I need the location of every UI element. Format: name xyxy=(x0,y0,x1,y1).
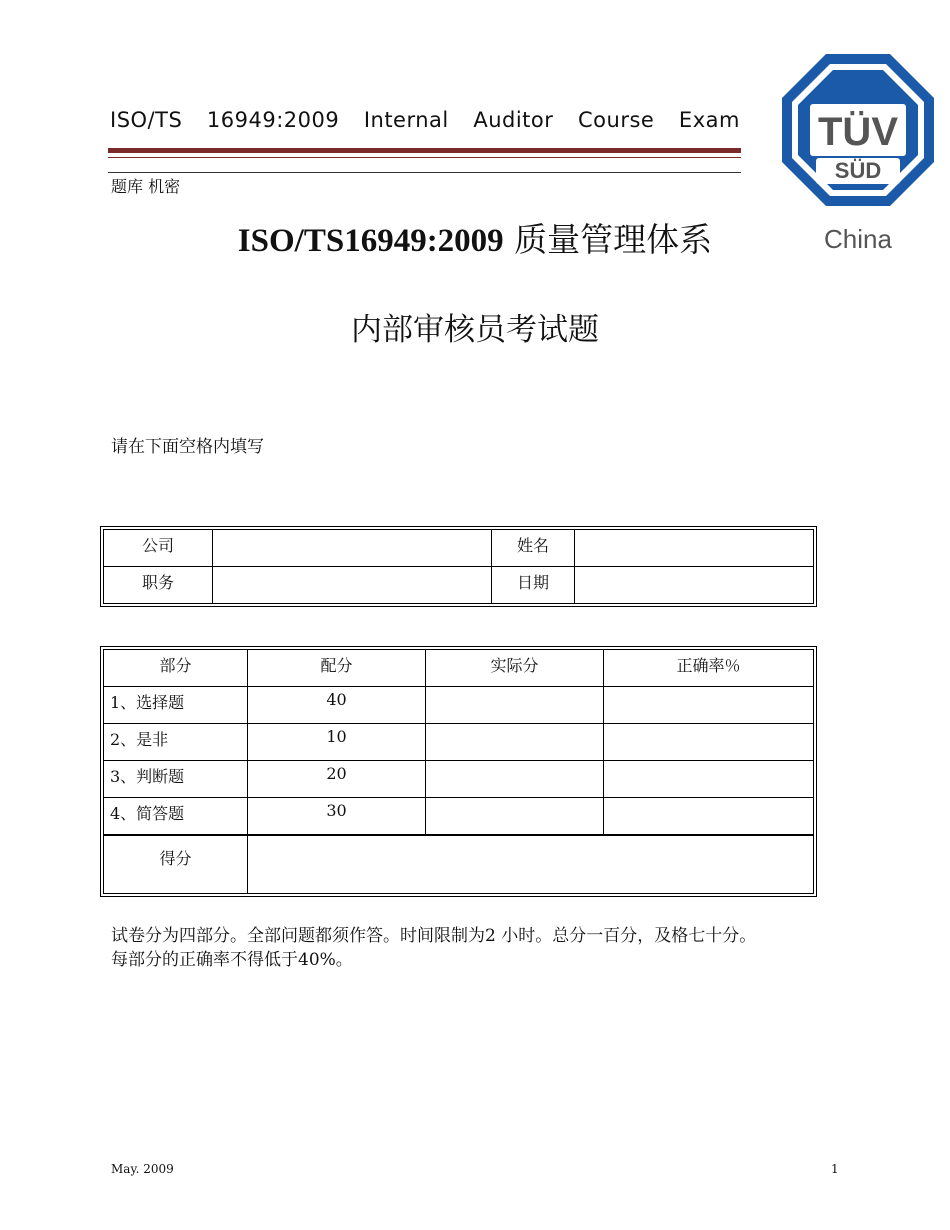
exam-title-standard: ISO/TS16949:2009 xyxy=(237,223,504,259)
accuracy-field[interactable] xyxy=(604,798,814,836)
info-table xyxy=(100,526,817,607)
actual-score-field[interactable] xyxy=(426,798,604,836)
table-row xyxy=(104,724,814,761)
header-word: Exam xyxy=(678,108,740,132)
actual-score-field[interactable] xyxy=(426,761,604,798)
logo-region: China xyxy=(824,224,892,254)
part-label: 3、判断题 xyxy=(110,767,185,786)
date-field[interactable] xyxy=(575,567,814,604)
actual-score-field[interactable] xyxy=(426,687,604,724)
header-word: ISO/TS xyxy=(110,108,183,132)
footer-date: May. 2009 xyxy=(111,1162,174,1176)
position-label: 职务 xyxy=(141,573,174,592)
fill-in-instruction: 请在下面空格内填写 xyxy=(111,437,264,457)
points-value: 10 xyxy=(326,727,347,746)
company-label: 公司 xyxy=(141,536,174,555)
exam-title-system: 质量管理体系 xyxy=(503,220,713,259)
header-rule-thick xyxy=(108,148,741,153)
header-points: 配分 xyxy=(320,656,353,675)
points-value: 40 xyxy=(326,690,347,709)
header-part: 部分 xyxy=(159,656,192,675)
table-row xyxy=(104,761,814,798)
actual-score-field[interactable] xyxy=(426,724,604,761)
logo-sub: SÜD xyxy=(834,158,882,183)
points-value: 20 xyxy=(326,764,347,783)
running-header xyxy=(110,108,740,132)
logo-brand: TÜV xyxy=(818,110,898,154)
header-word: Auditor xyxy=(473,108,554,132)
header-actual: 实际分 xyxy=(490,656,539,675)
exam-subtitle: 内部审核员考试题 xyxy=(351,312,599,348)
table-row xyxy=(104,798,814,836)
name-field[interactable] xyxy=(575,530,814,567)
instruction-line: 每部分的正确率不得低于40%。 xyxy=(111,950,353,970)
part-label: 2、是非 xyxy=(110,730,169,749)
score-table xyxy=(100,646,817,897)
date-label: 日期 xyxy=(516,573,549,592)
instruction-line: 试卷分为四部分。全部问题都须作答。时间限制为2 小时。总分一百分，及格七十分。 xyxy=(111,926,757,946)
header-accuracy: 正确率％ xyxy=(676,656,741,675)
exam-title xyxy=(0,214,950,261)
header-word: Internal xyxy=(363,108,449,132)
header-rule-thin xyxy=(108,157,741,158)
header-rule-bottom xyxy=(108,172,741,173)
points-value: 30 xyxy=(326,801,347,820)
total-score-field[interactable] xyxy=(248,835,814,894)
exam-instructions xyxy=(111,924,831,972)
table-row xyxy=(104,687,814,724)
accuracy-field[interactable] xyxy=(604,761,814,798)
part-label: 1、选择题 xyxy=(110,693,185,712)
accuracy-field[interactable] xyxy=(604,687,814,724)
part-label: 4、简答题 xyxy=(110,804,185,823)
accuracy-field[interactable] xyxy=(604,724,814,761)
total-label: 得分 xyxy=(159,849,192,868)
page-number: 1 xyxy=(831,1162,839,1176)
name-label: 姓名 xyxy=(516,536,549,555)
position-field[interactable] xyxy=(213,567,492,604)
bank-label: 题库 机密 xyxy=(111,177,181,196)
company-field[interactable] xyxy=(213,530,492,567)
header-word: Course xyxy=(578,108,655,132)
header-word: 16949:2009 xyxy=(206,108,340,132)
